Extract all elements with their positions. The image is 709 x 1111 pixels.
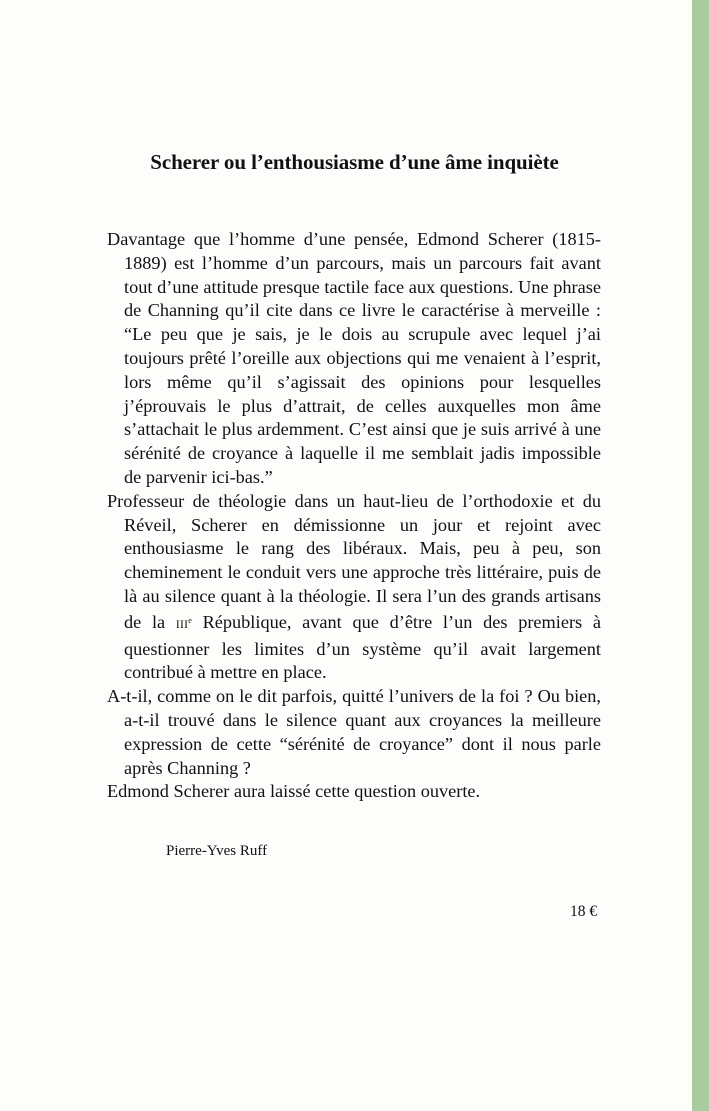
roman-numeral: III	[175, 618, 189, 631]
price-label: 18 €	[570, 903, 598, 920]
ordinal-superscript: e	[188, 615, 192, 625]
back-cover-title: Scherer ou l’enthousiasme d’une âme inquiète	[150, 150, 559, 174]
blurb-paragraph-3: A-t-il, comme on le dit parfois, quitté l’univers de la foi ? Ou bien, a-t-il trouvé dans le silence quant aux croyances la meilleure expression de cette “sérénité de croyance” dont il nous parle après Channing ?	[107, 686, 601, 778]
author-signature: Pierre-Yves Ruff	[166, 843, 268, 859]
blurb-paragraph-4: Edmond Scherer aura laissé cette question ouverte.	[107, 781, 481, 802]
blurb-text	[107, 228, 601, 804]
blurb-paragraph-2	[107, 490, 601, 685]
paragraph-2-before: Professeur de théologie dans un haut-lieu de l’orthodoxie et du Réveil, Scherer en démissionne un jour et rejoint avec enthousiasme le rang des libéraux. Mais, peu à peu, son cheminement le conduit vers une approche très littéraire, puis de là au silence quant à la théologie. Il sera l’un des grands artisans de la	[107, 490, 601, 632]
paragraph-2-after: République, avant que d’être l’un des premiers à questionner les limites d’un système qu’il avait largement contribué à mettre en place.	[124, 611, 601, 683]
blurb-paragraph-1: Davantage que l’homme d’une pensée, Edmond Scherer (1815-1889) est l’homme d’un parcours, mais un parcours fait avant tout d’une attitude presque tactile face aux questions. Une phrase de Channing qu’il cite dans ce livre le caractérise à merveille : “Le peu que je sais, je le dois au scrupule avec lequel j’ai toujours prêté l’oreille aux objections qui me venaient à l’esprit, lors même qu’il s’agissait des opinions pour lesquelles j’éprouvais le plus d’attrait, de celles auxquelles mon âme s’attachait le plus ardemment. C’est ainsi que je suis arrivé à une sérénité de croyance à laquelle il me semblait jadis impossible de parvenir ici-bas.”	[107, 229, 601, 487]
